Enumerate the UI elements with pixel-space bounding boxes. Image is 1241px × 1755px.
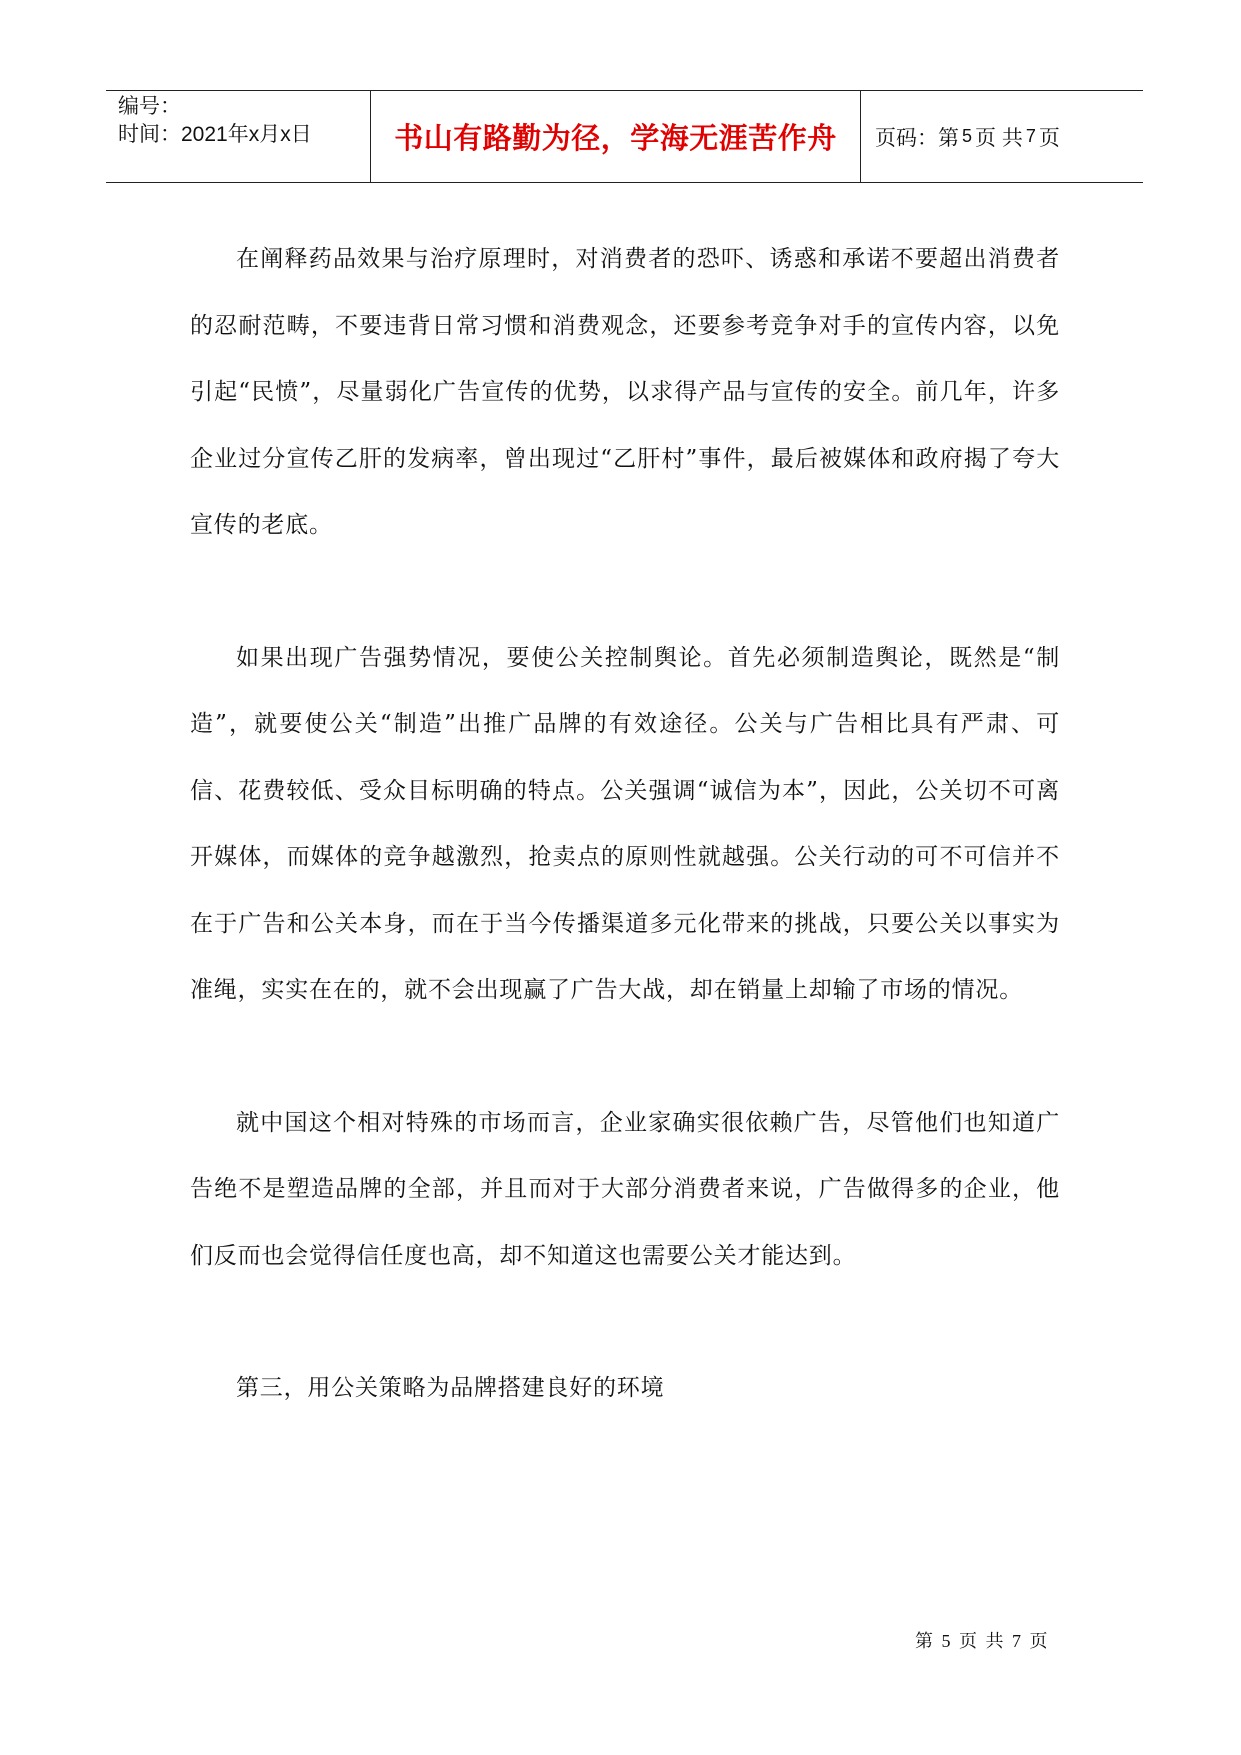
paragraph-spacer: [190, 1289, 1060, 1355]
header-info-cell: [106, 91, 371, 182]
page-prefix: 页码：第: [875, 126, 959, 150]
paragraph-1: 在阐释药品效果与治疗原理时，对消费者的恐吓、诱惑和承诺不要超出消费者的忍耐范畴，不要违背日常习惯和消费观念，还要参考竞争对手的宣传内容，以免引起“民愤”，尽量弱化广告宣传的优势，以求得产品与宣传的安全。前几年，许多企业过分宣传乙肝的发病率，曾出现过“乙肝村”事件，最后被媒体和政府揭了夸大宣传的老底。: [190, 246, 1060, 538]
page-mid: 页 共: [975, 126, 1023, 150]
document-body: [190, 226, 1060, 1422]
paragraph-3: 就中国这个相对特殊的市场而言，企业家确实很依赖广告，尽管他们也知道广告绝不是塑造品牌的全部，并且而对于大部分消费者来说，广告做得多的企业，他们反而也会觉得信任度也高，却不知道这也需要公关才能达到。: [190, 1109, 1060, 1269]
header-motto: 书山有路勤为径，学海无涯苦作舟: [394, 121, 837, 155]
paragraph-spacer: [190, 1024, 1060, 1090]
header-motto-cell: [371, 91, 861, 182]
document-time-label: 时间：2021年x月x日: [118, 123, 312, 146]
document-header: [106, 90, 1143, 183]
page-current: 5: [962, 126, 973, 146]
paragraph-2: 如果出现广告强势情况，要使公关控制舆论。首先必须制造舆论，既然是“制造”，就要使公关“制造”出推广品牌的有效途径。公关与广告相比具有严肃、可信、花费较低、受众目标明确的特点。公关强调“诚信为本”，因此，公关切不可离开媒体，而媒体的竞争越激烈，抢卖点的原则性就越强。公关行动的可不可信并不在于广告和公关本身，而在于当今传播渠道多元化带来的挑战，只要公关以事实为准绳，实实在在的，就不会出现赢了广告大战，却在销量上却输了市场的情况。: [190, 644, 1060, 1003]
header-page-cell: [861, 91, 1143, 182]
section-heading: 第三，用公关策略为品牌搭建良好的环境: [236, 1375, 665, 1401]
page-footer: 第 5 页 共 7 页: [915, 1631, 1050, 1651]
document-number-label: 编号：: [118, 95, 181, 118]
paragraph-spacer: [190, 559, 1060, 625]
page-suffix: 页: [1038, 126, 1060, 150]
page-total: 7: [1025, 126, 1036, 146]
